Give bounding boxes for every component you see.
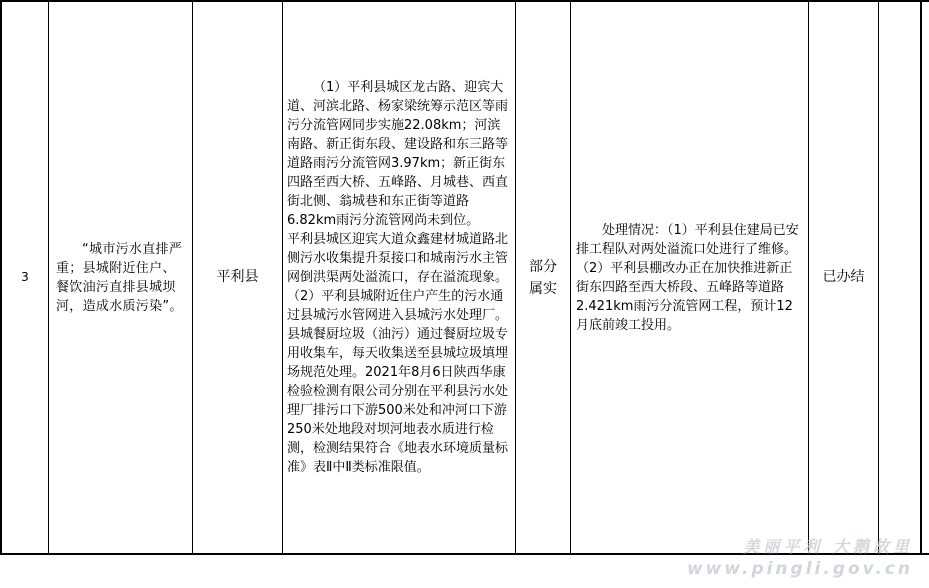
measures-paragraph-1: （1）平利县城区龙古路、迎宾大道、河滨北路、杨家梁统筹示范区等雨污分流管网同步实施22.08km；河滨南路、新正街东段、建设路和东三路等道路雨污分流管网3.97km；新正街东四路至西大桥、五峰路、月城巷、西直街北侧、翁城巷和东正街等道路6.82km雨污分流管网尚未到位。 [287,80,509,228]
col-border [920,0,922,555]
complaint-cell [56,2,186,553]
row-index: 3 [21,270,29,284]
col-border [48,0,49,555]
col-border [515,0,516,555]
county-cell [193,2,282,553]
watermark-title: 美丽平利 大鹅故里 [743,537,913,556]
measures-paragraph-2: 平利县城区迎宾大道众鑫建材城道路北侧污水收集提升泵接口和城南污水主管网倒洪渠两处溢流口，存在溢流现象。（2）平利县城附近住户产生的污水通过县城污水管网进入县城污水处理厂。县城餐厨垃圾（油污）通过餐厨垃圾专用收集车，每天收集送至县城垃圾填埋场规范处理。2021年8月6日陕西华康检验检测有限公司分别在平利县污水处理厂排污口下游500米处和冲河口下游250米处地段对坝河地表水质进行检测，检测结果符合《地表水环境质量标准》表Ⅱ中Ⅱ类标准限值。 [287,232,509,475]
watermark-url: www.pingli.gov.cn [686,559,913,579]
result-cell [576,2,802,553]
status-cell [809,2,878,553]
row-index-cell [2,2,48,553]
col-border [570,0,571,555]
measures-cell [287,2,511,553]
empty-cell [879,2,920,553]
status: 已办结 [822,269,865,285]
site-watermark [687,536,913,580]
complaint-text: “城市污水直排严重；县城附近住户、餐饮油污直排县城坝河，造成水质污染”。 [56,241,183,314]
county-name: 平利县 [216,269,259,285]
verdict-cell [525,2,561,553]
col-border [282,0,283,555]
verdict: 部分属实 [529,258,557,297]
result-text: 处理情况：（1）平利县住建局已安排工程队对两处溢流口处进行了维修。（2）平利县棚改办正在加快推进新正街东四路至西大桥段、五峰路等道路2.421km雨污分流管网工程，预计12月底前竣工投用。 [576,222,799,333]
